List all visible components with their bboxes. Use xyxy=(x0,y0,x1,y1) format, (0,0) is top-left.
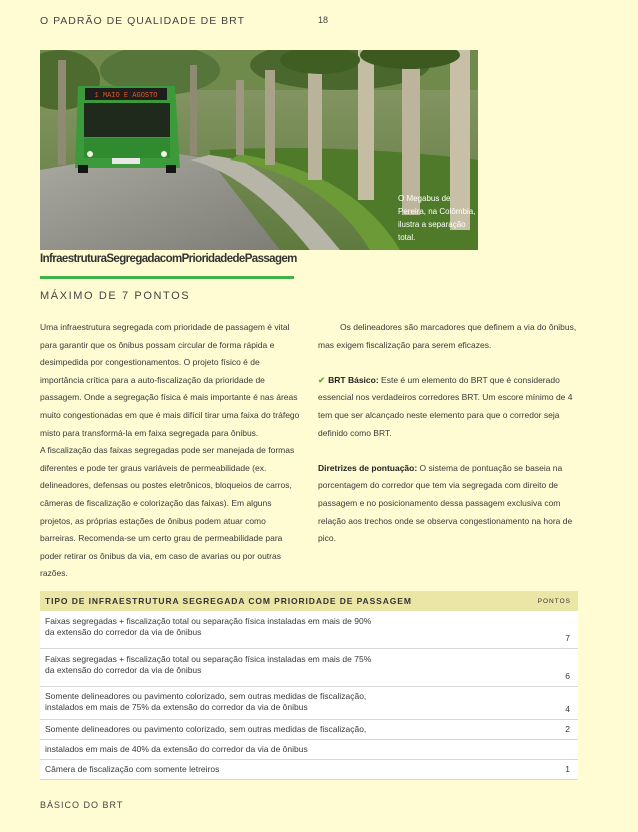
scoring-table xyxy=(40,591,578,780)
scoring-text: O sistema de pontuação se baseia na porcentagem do corredor que tem via segregada com direito de passagem e no posicionamento dessa passagem exclusiva com relação aos trechos onde se observa congestionamento na hora de pico. xyxy=(318,462,573,544)
delineators-paragraph: Os delineadores são marcadores que definem a via do ônibus, mas exigem fiscalização para serem eficazes. xyxy=(318,322,577,350)
table-header-points: PONTOS xyxy=(537,597,571,605)
bus-destination-sign: 1 MAIO E AGOSTO xyxy=(94,92,158,100)
running-header: O PADRÃO DE QUALIDADE DE BRT xyxy=(40,15,245,27)
row-points: 4 xyxy=(565,704,570,714)
table-header-title: TIPO DE INFRAESTRUTURA SEGREGADA COM PRIORIDADE DE PASSAGEM xyxy=(45,596,412,606)
title-underline xyxy=(40,276,294,279)
table-row xyxy=(40,740,578,760)
brt-basic-lead: BRT Básico: xyxy=(328,374,379,385)
enforcement-paragraph: A fiscalização das faixas segregadas pode ser manejada de formas diferentes e pode ter graus variáveis de permeabilidade (ex. delineadores, defensas ou postes eletrônicos, bloqueios de carros, câmeras de fiscalização e colorização das faixas). Em alguns projetos, as próprias estações de ônibus podem atuar como barreiras. Recomenda-se um certo grau de permeabilidade para poder retirar os ônibus da via, em caso de avarias ou por outras razões. xyxy=(40,445,295,579)
intro-paragraph: Uma infraestrutura segregada com prioridade de passagem é vital para garantir que os ônibus possam circular de forma rápida e desimpedida por congestionamentos. O projeto físico é de importância crítica para a auto-fiscalização da prioridade de passagem. Onde a segregação física é mais importante é nas áreas muito congestionadas em que é mais difícil tirar uma faixa do tráfego misto para transformá-la em faixa segregada para ônibus. xyxy=(40,322,300,438)
row-description: Somente delineadores ou pavimento colorizado, sem outras medidas de fiscalização, xyxy=(45,691,367,701)
row-description-cont: da extensão do corredor da via de ônibus xyxy=(45,627,202,637)
row-description-cont: instalados em mais de 75% da extensão do corredor da via de ônibus xyxy=(45,702,308,712)
table-header xyxy=(40,591,578,611)
row-points: 6 xyxy=(565,671,570,681)
table-row xyxy=(40,649,578,687)
scoring-paragraph xyxy=(318,460,580,548)
photo-caption: O Megabus de Pereira, na Colômbia, ilustra a separação total. xyxy=(398,194,476,242)
row-points: 2 xyxy=(565,724,570,734)
row-description: Somente delineadores ou pavimento colorizado, sem outras medidas de fiscalização, xyxy=(45,724,367,734)
row-description: Câmera de fiscalização com somente letreiros xyxy=(45,764,220,774)
brt-basic-paragraph xyxy=(318,372,580,442)
row-description: instalados em mais de 40% da extensão do corredor da via de ônibus xyxy=(45,744,308,754)
checkmark-icon: ✔ xyxy=(318,374,326,385)
right-column xyxy=(318,319,580,548)
brt-basic-text: Este é um elemento do BRT que é considerado essencial nos verdadeiros corredores BRT. Um escore mínimo de 4 tem que ser alcançado neste elemento para que o corredor seja definido como BRT. xyxy=(318,374,573,438)
row-description-cont: da extensão do corredor da via de ônibus xyxy=(45,665,202,675)
running-footer: BÁSICO DO BRT xyxy=(40,800,124,810)
page-number: 18 xyxy=(318,15,329,25)
section-title: InfraestruturaSegregadacomPrioridadedePassagem xyxy=(40,253,297,265)
table-row xyxy=(40,687,578,720)
row-description: Faixas segregadas + fiscalização total ou separação física instaladas em mais de 75% xyxy=(45,654,372,664)
table-row xyxy=(40,760,578,780)
row-points: 1 xyxy=(565,764,570,774)
table-row xyxy=(40,720,578,740)
scoring-lead: Diretrizes de pontuação: xyxy=(318,462,418,473)
max-points-label: MÁXIMO DE 7 PONTOS xyxy=(40,290,191,302)
row-points: 7 xyxy=(565,633,570,643)
row-description: Faixas segregadas + fiscalização total ou separação física instaladas em mais de 90% xyxy=(45,616,372,626)
table-row xyxy=(40,611,578,649)
left-column xyxy=(40,319,302,583)
